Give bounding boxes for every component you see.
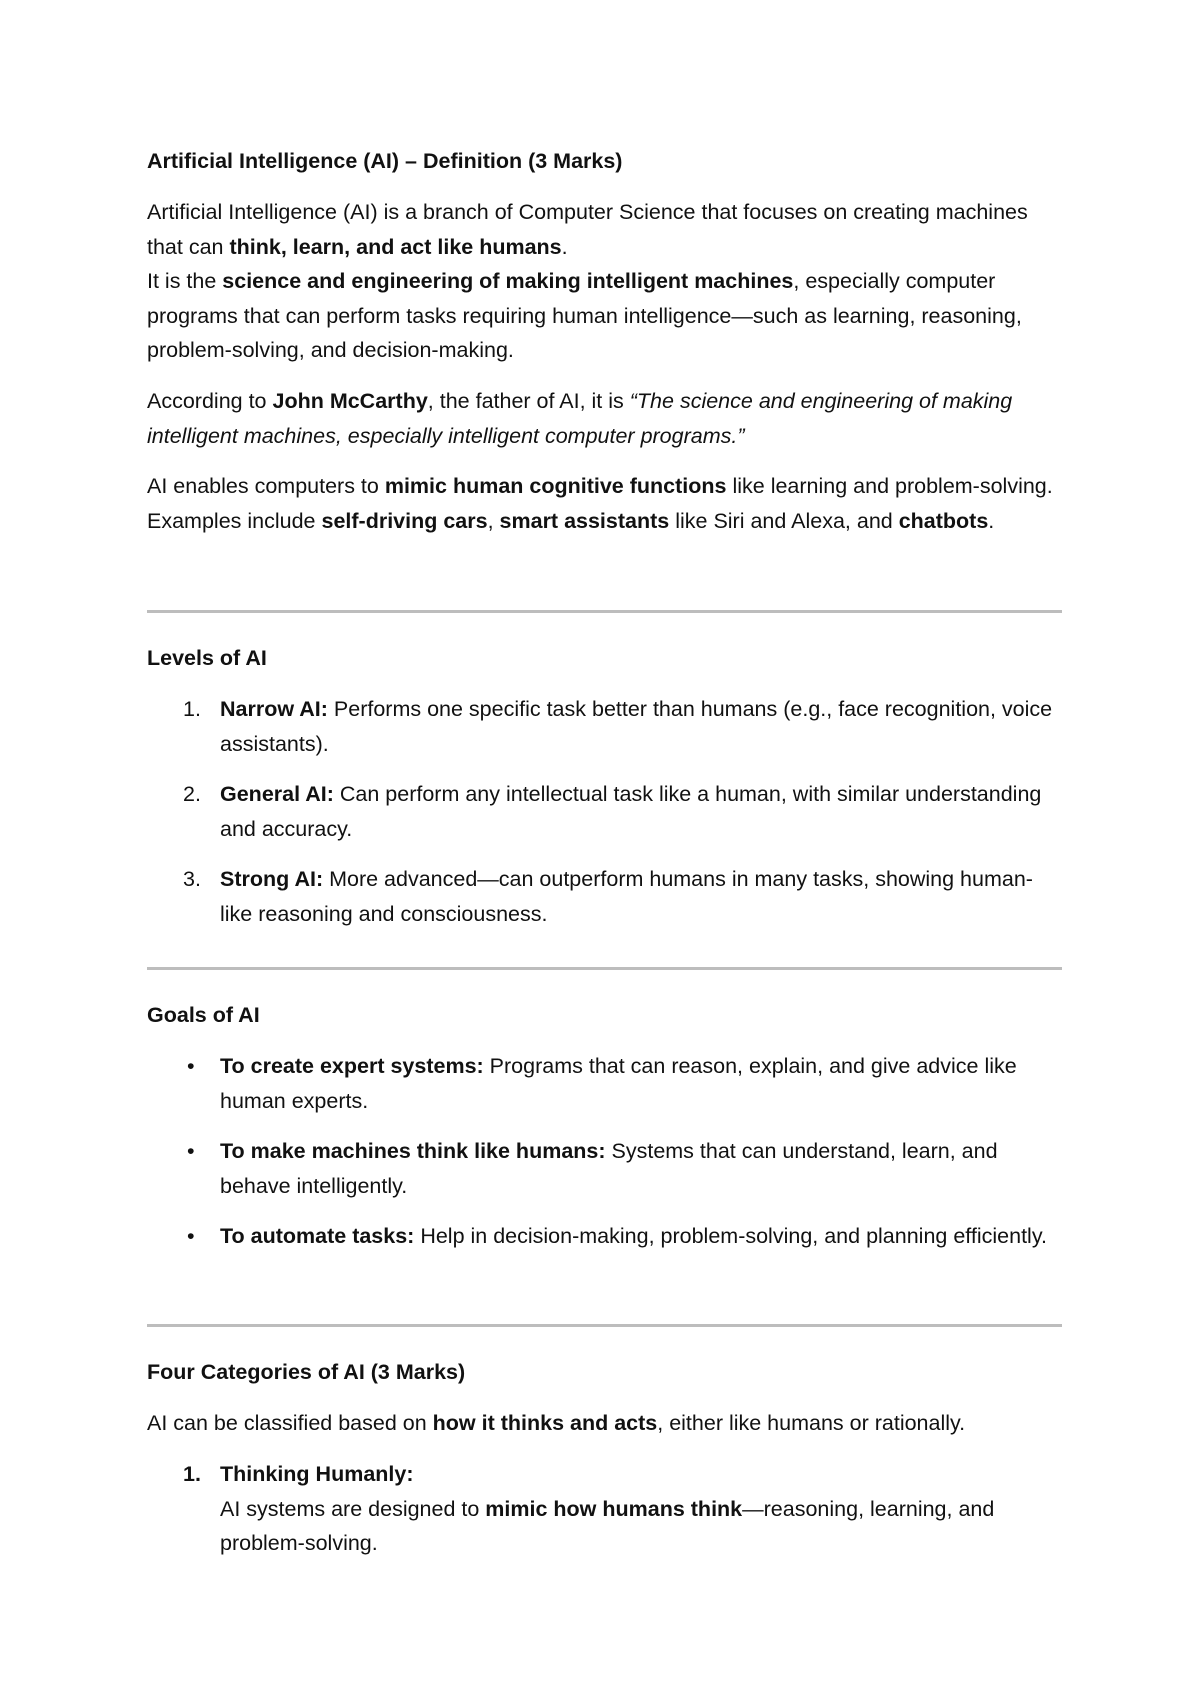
bold-text: self-driving cars bbox=[321, 508, 488, 533]
text-run: . bbox=[561, 234, 568, 259]
categories-section bbox=[147, 1355, 1062, 1390]
list-item-content bbox=[220, 1457, 1062, 1561]
list-number: 2. bbox=[183, 782, 201, 806]
text-run: AI enables computers to bbox=[147, 474, 385, 498]
bold-text: John McCarthy bbox=[272, 389, 428, 413]
list-item-text bbox=[220, 777, 1062, 846]
bullet-icon: • bbox=[187, 1054, 195, 1078]
bold-text: chatbots bbox=[898, 508, 989, 533]
text-run: Artificial Intelligence (AI) is a branch of Computer Science that focuses on creating machines that can bbox=[147, 200, 1028, 259]
text-run: like learning and problem-solving. Examples include bbox=[147, 474, 1053, 533]
text-run: AI can be classified based on bbox=[147, 1411, 433, 1435]
text-run: Programs that can reason, explain, and give advice like human experts. bbox=[220, 1054, 1017, 1113]
list-item-text bbox=[220, 692, 1062, 761]
bold-text: smart assistants bbox=[499, 508, 670, 533]
text-run: , especially computer programs that can perform tasks requiring human intelligence—such as learning, reasoning, problem-solving, and decision-making. bbox=[147, 269, 1022, 362]
text-run: More advanced—can outperform humans in many tasks, showing human-like reasoning and consciousness. bbox=[220, 867, 1033, 926]
definition-paragraph-4 bbox=[147, 469, 1062, 538]
section-divider bbox=[147, 967, 1062, 970]
text-run: , bbox=[487, 508, 500, 533]
text-run: AI systems are designed to bbox=[220, 1496, 486, 1521]
text-run: like Siri and Alexa, and bbox=[669, 508, 899, 533]
definition-paragraph-1 bbox=[147, 195, 1062, 368]
bullet-icon: • bbox=[187, 1139, 195, 1163]
bold-text: General AI: bbox=[220, 782, 334, 806]
bold-text: To automate tasks: bbox=[220, 1224, 415, 1248]
categories-heading: Four Categories of AI (3 Marks) bbox=[147, 1360, 466, 1384]
category-title: Thinking Humanly: bbox=[220, 1462, 414, 1486]
text-run: Systems that can understand, learn, and behave intelligently. bbox=[220, 1139, 998, 1198]
bullet-icon: • bbox=[187, 1224, 195, 1248]
list-item-text bbox=[220, 862, 1062, 931]
text-run: Can perform any intellectual task like a human, with similar understanding and accuracy. bbox=[220, 782, 1042, 841]
list-number: 1. bbox=[183, 1462, 201, 1486]
text-run: —reasoning, learning, and problem-solving. bbox=[220, 1496, 995, 1555]
bold-text: think, learn, and act like humans bbox=[229, 234, 562, 259]
bold-text: science and engineering of making intelligent machines bbox=[222, 269, 794, 293]
definition-heading: Artificial Intelligence (AI) – Definition (3 Marks) bbox=[147, 149, 623, 173]
text-run: Help in decision-making, problem-solving, and planning efficiently. bbox=[414, 1224, 1047, 1248]
list-number: 1. bbox=[183, 697, 201, 721]
text-run: , the father of AI, it is bbox=[427, 389, 630, 413]
categories-intro-block bbox=[147, 1406, 1062, 1441]
list-item-text bbox=[220, 1134, 1062, 1203]
text-run: It is the bbox=[147, 269, 223, 293]
bold-text: To create expert systems: bbox=[220, 1054, 484, 1078]
list-number: 3. bbox=[183, 867, 201, 891]
italic-text: “The science and engineering of making intelligent machines, especially intelligent computer programs.” bbox=[147, 389, 1013, 448]
list-item-text bbox=[220, 1219, 1062, 1254]
text-run: , either like humans or rationally. bbox=[657, 1411, 966, 1435]
text-run: According to bbox=[147, 389, 273, 413]
bold-text: Strong AI: bbox=[220, 867, 324, 891]
list-item-text bbox=[220, 1049, 1062, 1118]
bold-text: mimic human cognitive functions bbox=[384, 474, 727, 498]
text-run: Performs one specific task better than humans (e.g., face recognition, voice assistants). bbox=[220, 697, 1053, 756]
section-divider bbox=[147, 610, 1062, 613]
definition-section bbox=[147, 144, 1062, 179]
bold-text: mimic how humans think bbox=[485, 1496, 743, 1521]
bold-text: To make machines think like humans: bbox=[220, 1139, 606, 1163]
definition-p2 bbox=[147, 264, 1062, 368]
definition-p4 bbox=[147, 469, 1062, 538]
section-divider bbox=[147, 1324, 1062, 1327]
levels-section bbox=[147, 641, 1062, 676]
bold-text: Narrow AI: bbox=[220, 697, 328, 721]
text-run: . bbox=[988, 508, 995, 533]
definition-p1 bbox=[147, 195, 1062, 264]
definition-paragraph-3 bbox=[147, 384, 1062, 453]
goals-heading: Goals of AI bbox=[147, 1003, 260, 1027]
goals-section bbox=[147, 998, 1062, 1033]
category-description bbox=[220, 1497, 994, 1556]
levels-heading: Levels of AI bbox=[147, 646, 267, 670]
bold-text: how it thinks and acts bbox=[432, 1411, 658, 1435]
categories-intro bbox=[147, 1406, 1062, 1441]
definition-p3 bbox=[147, 384, 1062, 453]
